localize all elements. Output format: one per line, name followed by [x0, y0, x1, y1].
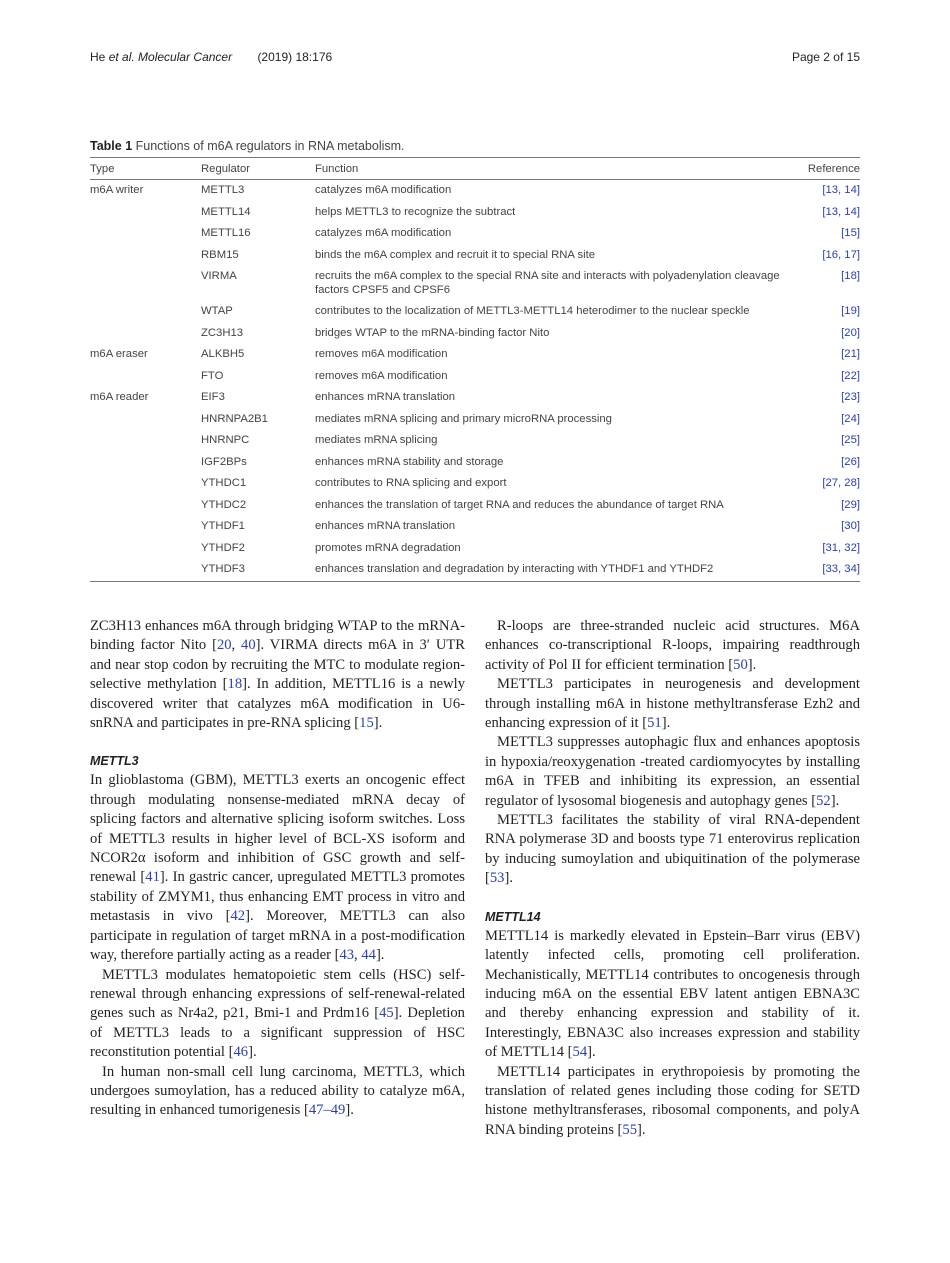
text: ]. VIRMA directs m6A in 3′ UTR and near stop codon by recruiting the MTC to modulate region-selective methylation [ [90, 637, 466, 693]
reference-cell[interactable]: [26] [841, 455, 860, 468]
citation-link[interactable]: 43 [339, 947, 355, 964]
paragraph [485, 617, 860, 675]
reference-cell[interactable]: [20] [841, 326, 860, 339]
right-column [485, 617, 860, 1140]
citation-link[interactable]: 52 [816, 792, 831, 809]
function-cell: enhances mRNA stability and storage [315, 455, 504, 468]
paragraph [90, 1063, 465, 1121]
text: , [231, 637, 242, 654]
reference-cell[interactable]: [21] [841, 348, 860, 360]
table-label: Table 1 [90, 139, 133, 153]
function-cell: removes m6A modification [315, 348, 448, 360]
text: ]. Depletion of METTL3 leads to a significant suppression of HSC reconstitution potential [ [90, 1005, 465, 1061]
citation-link[interactable]: 18 [227, 676, 243, 693]
table-row [90, 266, 860, 301]
function-cell: recruits the m6A complex to the special RNA site and interacts with polyadenylation cleavage factors CPSF5 and CPSF6 [315, 270, 780, 296]
paragraph [485, 1063, 860, 1141]
type-cell [90, 430, 201, 452]
regulators-table [90, 157, 860, 582]
reference-cell[interactable]: [13, 14] [822, 205, 860, 218]
text: METTL3 participates in neurogenesis and development through installing m6A in histone methyltransferase Ezh2 and enhancing expression of it [ [485, 676, 860, 732]
text: METTL14 participates in erythropoiesis by promoting the translation of related genes including those coding for SETD histone methyltransferases, ribosomal components, and polyA RNA binding proteins [ [485, 1063, 860, 1138]
function-cell: removes m6A modification [315, 369, 448, 382]
function-cell: enhances translation and degradation by interacting with YTHDF1 and YTHDF2 [315, 563, 714, 575]
table-row [90, 245, 860, 267]
table-row [90, 473, 860, 495]
col-regulator: Regulator [201, 162, 250, 175]
table-caption [90, 139, 405, 153]
text: ZC3H13 enhances m6A through bridging WTAP to the mRNA-binding factor Nito [ [90, 618, 465, 654]
table-row [90, 409, 860, 431]
function-cell: catalyzes m6A modification [315, 227, 452, 239]
paragraph [90, 771, 465, 965]
regulator-cell: ALKBH5 [201, 348, 245, 360]
function-cell: promotes mRNA degradation [315, 541, 461, 554]
text: ]. [747, 656, 757, 673]
reference-cell[interactable]: [30] [841, 520, 860, 532]
table-row [90, 344, 860, 366]
table-row [90, 559, 860, 581]
type-cell [90, 202, 201, 224]
running-header-citation [90, 50, 332, 64]
regulator-cell: HNRNPC [201, 434, 250, 446]
text: ]. [375, 947, 385, 964]
table-row [90, 516, 860, 538]
section-heading: METTL14 [485, 909, 541, 924]
paragraph [485, 733, 860, 811]
reference-cell[interactable]: [33, 34] [822, 563, 860, 575]
text: ]. [661, 715, 671, 732]
regulator-cell: VIRMA [201, 270, 237, 282]
type-cell: m6A writer [90, 184, 144, 196]
reference-cell[interactable]: [13, 14] [822, 184, 860, 196]
text: ]. [637, 1121, 646, 1138]
paragraph [485, 927, 860, 1063]
type-cell [90, 452, 201, 474]
text: ]. In gastric cancer, upregulated METTL3 promotes stability of ZMYM1, thus enhancing EMT process in vitro and metastasis in vivo [ [90, 869, 465, 925]
text: ]. [830, 792, 840, 809]
reference-cell[interactable]: [29] [841, 498, 860, 511]
regulator-cell: ZC3H13 [201, 326, 244, 339]
regulator-cell: YTHDF3 [201, 563, 245, 575]
function-cell: enhances mRNA translation [315, 391, 456, 403]
journal-name: Molecular Cancer [138, 50, 233, 64]
text: ]. Moreover, METTL3 can also participate in regulation of target mRNA in a post-modification way, therefore partially acting as a reader [ [90, 908, 465, 964]
table-row [90, 366, 860, 388]
regulator-cell: METTL3 [201, 184, 245, 196]
function-cell: catalyzes m6A modification [315, 184, 452, 196]
type-cell [90, 245, 201, 267]
reference-cell[interactable]: [24] [841, 412, 860, 425]
citation-link[interactable]: 41 [145, 869, 160, 886]
author: He [90, 50, 106, 64]
function-cell: binds the m6A complex and recruit it to special RNA site [315, 248, 596, 261]
regulator-cell: WTAP [201, 305, 233, 317]
text: METTL14 is markedly elevated in Epstein–Barr virus (EBV) latently infected cells, promoting cell proliferation. Mechanistically, METTL14 contributes to oncogenesis through inducing m6A on the essential EBV latent antigen EBNA3C and thereby enhancing expression and stability of it. Interestingly, EBNA3C also increases expression and stability of METTL14 [ [485, 927, 860, 1061]
reference-cell[interactable]: [22] [841, 369, 860, 382]
citation-link[interactable]: 15 [359, 715, 374, 732]
type-cell [90, 516, 201, 538]
text: METTL3 suppresses autophagic flux and enhances apoptosis in hypoxia/reoxygenation -treated cardiomyocytes by installing m6A in TFEB and inhibiting its expression, an essential regulator of lysosomal biogenesis and autophagy genes [ [485, 734, 860, 809]
volume-citation: (2019) 18:176 [257, 50, 333, 64]
reference-cell[interactable]: [18] [841, 270, 860, 282]
citation-link[interactable]: 44 [361, 947, 376, 964]
table-row [90, 538, 860, 560]
paragraph [485, 811, 860, 889]
function-cell: enhances the translation of target RNA and reduces the abundance of target RNA [315, 498, 724, 511]
regulator-cell: EIF3 [201, 391, 225, 403]
reference-cell[interactable]: [27, 28] [822, 477, 860, 489]
reference-cell[interactable]: [23] [841, 391, 860, 403]
table-row [90, 387, 860, 409]
table-row [90, 495, 860, 517]
type-cell: m6A reader [90, 391, 149, 403]
text: ]. [345, 1102, 354, 1119]
type-cell [90, 323, 201, 345]
et-al: et al. [108, 50, 135, 64]
regulator-cell: FTO [201, 369, 224, 382]
type-cell [90, 301, 201, 323]
text: R-loops are three-stranded nucleic acid structures. M6A enhances co-transcriptional R-loops, impairing readthrough activity of Pol II for efficient termination [ [485, 618, 860, 673]
reference-cell[interactable]: [16, 17] [822, 248, 860, 261]
text: In human non-small cell lung carcinoma, METTL3, which undergoes sumoylation, has a reduced ability to catalyze m6A, resulting in enhanced tumorigenesis [ [90, 1063, 465, 1119]
table-row [90, 301, 860, 323]
table-row [90, 452, 860, 474]
table-row [90, 430, 860, 452]
page-number: Page 2 of 15 [791, 50, 860, 64]
type-cell [90, 495, 201, 517]
reference-cell[interactable]: [15] [841, 227, 860, 239]
table-caption-text: Functions of m6A regulators in RNA metabolism. [135, 139, 405, 153]
regulator-cell: HNRNPA2B1 [201, 412, 268, 425]
regulator-cell: YTHDC1 [201, 477, 247, 489]
citation-link[interactable]: 45 [379, 1005, 394, 1022]
citation-link[interactable]: 20 [216, 637, 232, 654]
type-cell [90, 409, 201, 431]
citation-link[interactable]: 47–49 [308, 1102, 346, 1119]
function-cell: enhances mRNA translation [315, 520, 456, 532]
citation-link[interactable]: 50 [733, 656, 748, 673]
function-cell: contributes to RNA splicing and export [315, 477, 507, 489]
text: METTL3 facilitates the stability of viral RNA-dependent RNA polymerase 3D and boosts type 71 enterovirus replication by inducing sumoylation and ubiquitination of the polymerase [ [485, 812, 860, 887]
text: ]. In addition, METTL16 is a newly discovered writer that catalyzes m6A modification in U6-snRNA and participates in pre-RNA splicing [ [90, 676, 466, 732]
citation-link[interactable]: 55 [622, 1121, 638, 1138]
section-heading: METTL3 [90, 754, 139, 769]
function-cell: mediates mRNA splicing and primary microRNA processing [315, 412, 612, 425]
reference-cell[interactable]: [25] [841, 434, 860, 446]
text: ]. [504, 870, 513, 887]
citation-link[interactable]: 42 [230, 908, 246, 925]
regulator-cell: YTHDF2 [201, 541, 245, 554]
regulator-cell: YTHDF1 [201, 520, 245, 532]
table-header-row [90, 158, 860, 180]
reference-cell[interactable]: [31, 32] [822, 541, 860, 554]
text: In glioblastoma (GBM), METTL3 exerts an oncogenic effect through modulating nonsense-mediated mRNA decay of splicing factors and alternative splicing isoform switches. Loss of METTL3 results in higher level of BCL-XS isoform and NCOR2α isoform and inhibition of GSC growth and self-renewal [ [90, 772, 465, 886]
paragraph [90, 966, 465, 1063]
function-cell: bridges WTAP to the mRNA-binding factor Nito [315, 326, 550, 339]
regulator-cell: METTL16 [201, 227, 251, 239]
table-row [90, 223, 860, 245]
regulator-cell: METTL14 [201, 205, 251, 218]
function-cell: contributes to the localization of METTL3-METTL14 heterodimer to the nuclear speckle [315, 305, 750, 317]
citation-link[interactable]: 54 [572, 1044, 588, 1061]
text: METTL3 modulates hematopoietic stem cells (HSC) self-renewal through enhancing expressions of self-renewal-related genes such as Nr4a2, p21, Bmi-1 and Prdm16 [ [90, 966, 465, 1022]
citation-link[interactable]: 46 [233, 1044, 249, 1061]
col-reference: Reference [807, 162, 860, 175]
type-cell: m6A eraser [90, 348, 148, 360]
regulator-cell: IGF2BPs [201, 455, 247, 468]
type-cell [90, 366, 201, 388]
text: ]. [587, 1044, 596, 1061]
paragraph [485, 675, 860, 733]
type-cell [90, 473, 201, 495]
type-cell [90, 223, 201, 245]
citation-link[interactable]: 53 [489, 870, 505, 887]
text: ]. [248, 1044, 257, 1061]
regulator-cell: RBM15 [201, 248, 239, 261]
col-function: Function [315, 162, 359, 175]
function-cell: mediates mRNA splicing [315, 434, 438, 446]
regulator-cell: YTHDC2 [201, 498, 247, 511]
table-row [90, 323, 860, 345]
function-cell: helps METTL3 to recognize the subtract [315, 205, 516, 218]
reference-cell[interactable]: [19] [841, 305, 860, 317]
col-type: Type [90, 162, 115, 175]
left-column [90, 617, 465, 1121]
type-cell [90, 266, 201, 301]
type-cell [90, 538, 201, 560]
table-row [90, 202, 860, 224]
text: , [354, 947, 362, 964]
table-row [90, 180, 860, 202]
type-cell [90, 559, 201, 581]
citation-link[interactable]: 51 [647, 715, 662, 732]
citation-link[interactable]: 40 [241, 637, 256, 654]
paragraph [90, 617, 465, 733]
text: ]. [373, 715, 383, 732]
